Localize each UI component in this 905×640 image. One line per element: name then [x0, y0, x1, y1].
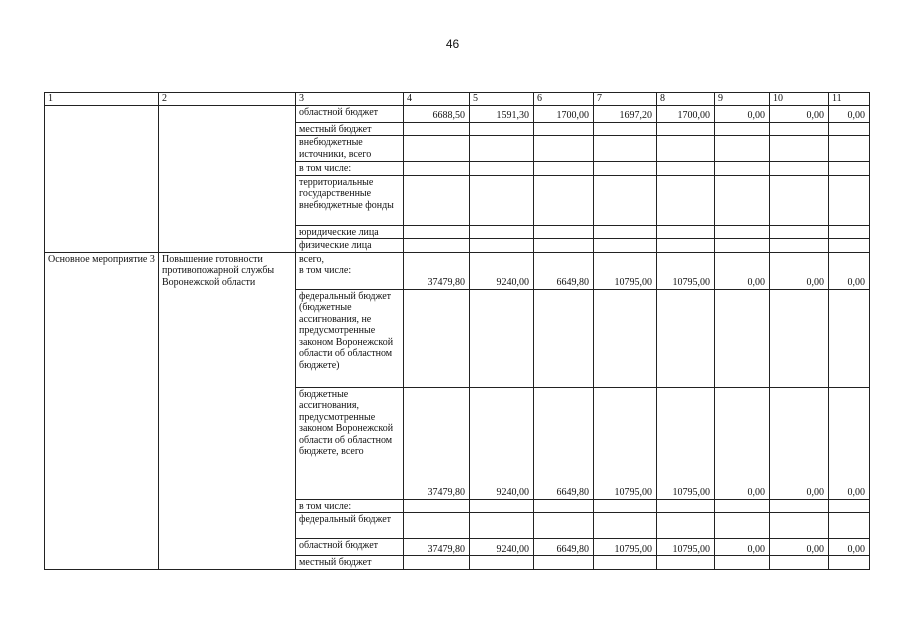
- value-cell: [594, 225, 657, 239]
- value-cell: [470, 225, 534, 239]
- value-cell: [657, 136, 715, 162]
- value-cell: [470, 289, 534, 387]
- value-cell: 0,00: [829, 387, 870, 499]
- value-cell: [715, 289, 770, 387]
- funding-source-label: федеральный бюджет: [296, 513, 404, 539]
- value-cell: 0,00: [770, 105, 829, 122]
- funding-source-label: внебюджетные источники, всего: [296, 136, 404, 162]
- value-cell: [470, 556, 534, 570]
- value-cell: [715, 225, 770, 239]
- value-cell: [829, 122, 870, 136]
- funding-source-label: местный бюджет: [296, 556, 404, 570]
- value-cell: [715, 499, 770, 513]
- value-cell: 0,00: [770, 539, 829, 556]
- value-cell: 6649,80: [534, 252, 594, 289]
- value-cell: [470, 136, 534, 162]
- funding-source-label: в том числе:: [296, 499, 404, 513]
- activity-description: Повышение готовности противопожарной службы Воронежской области: [159, 252, 296, 570]
- header-row: [45, 93, 870, 106]
- value-cell: [715, 513, 770, 539]
- value-cell: [715, 162, 770, 176]
- value-cell: [534, 289, 594, 387]
- value-cell: [657, 289, 715, 387]
- value-cell: [594, 289, 657, 387]
- table-row: [45, 252, 870, 289]
- value-cell: [657, 499, 715, 513]
- budget-table: [44, 92, 870, 570]
- continuation-cell-col1: [45, 105, 159, 252]
- value-cell: [470, 499, 534, 513]
- value-cell: [534, 225, 594, 239]
- value-cell: [770, 289, 829, 387]
- column-header-11: 11: [829, 93, 870, 106]
- value-cell: 6649,80: [534, 387, 594, 499]
- column-header-5: 5: [470, 93, 534, 106]
- value-cell: [594, 556, 657, 570]
- value-cell: 9240,00: [470, 252, 534, 289]
- value-cell: 0,00: [829, 539, 870, 556]
- value-cell: 10795,00: [594, 539, 657, 556]
- value-cell: 0,00: [715, 252, 770, 289]
- value-cell: [534, 162, 594, 176]
- value-cell: [770, 136, 829, 162]
- value-cell: [657, 175, 715, 225]
- value-cell: [829, 513, 870, 539]
- value-cell: [715, 136, 770, 162]
- column-header-7: 7: [594, 93, 657, 106]
- value-cell: 37479,80: [404, 539, 470, 556]
- value-cell: [770, 225, 829, 239]
- value-cell: [770, 162, 829, 176]
- value-cell: [715, 556, 770, 570]
- value-cell: [770, 175, 829, 225]
- value-cell: 0,00: [715, 539, 770, 556]
- value-cell: [829, 239, 870, 253]
- value-cell: [534, 239, 594, 253]
- value-cell: [594, 162, 657, 176]
- value-cell: 1700,00: [534, 105, 594, 122]
- value-cell: [657, 122, 715, 136]
- funding-source-label: всего, в том числе:: [296, 252, 404, 289]
- value-cell: [470, 162, 534, 176]
- funding-source-label: местный бюджет: [296, 122, 404, 136]
- value-cell: 10795,00: [594, 252, 657, 289]
- funding-source-label: бюджетные ассигнования, предусмотренные законом Воронежской области об областном бюджете, всего: [296, 387, 404, 499]
- page-number: 46: [445, 37, 460, 51]
- value-cell: 1700,00: [657, 105, 715, 122]
- value-cell: [829, 556, 870, 570]
- value-cell: [594, 513, 657, 539]
- value-cell: [534, 513, 594, 539]
- value-cell: [770, 499, 829, 513]
- value-cell: [404, 556, 470, 570]
- column-header-3: 3: [296, 93, 404, 106]
- value-cell: 0,00: [715, 105, 770, 122]
- value-cell: [829, 162, 870, 176]
- value-cell: [534, 136, 594, 162]
- value-cell: [404, 513, 470, 539]
- value-cell: [404, 122, 470, 136]
- value-cell: [534, 122, 594, 136]
- column-header-2: 2: [159, 93, 296, 106]
- funding-source-label: территориальные государственные внебюджетные фонды: [296, 175, 404, 225]
- value-cell: 1591,30: [470, 105, 534, 122]
- value-cell: [404, 175, 470, 225]
- value-cell: [715, 175, 770, 225]
- value-cell: [829, 225, 870, 239]
- value-cell: [715, 122, 770, 136]
- value-cell: [770, 122, 829, 136]
- value-cell: [657, 162, 715, 176]
- value-cell: [404, 239, 470, 253]
- value-cell: [404, 162, 470, 176]
- value-cell: [770, 239, 829, 253]
- funding-source-label: в том числе:: [296, 162, 404, 176]
- funding-source-label: областной бюджет: [296, 105, 404, 122]
- value-cell: [829, 499, 870, 513]
- value-cell: [657, 513, 715, 539]
- funding-source-label: областной бюджет: [296, 539, 404, 556]
- table-row: [45, 105, 870, 122]
- value-cell: [715, 239, 770, 253]
- activity-name: Основное мероприятие 3: [45, 252, 159, 570]
- value-cell: 0,00: [715, 387, 770, 499]
- value-cell: [829, 136, 870, 162]
- value-cell: 9240,00: [470, 387, 534, 499]
- column-header-6: 6: [534, 93, 594, 106]
- value-cell: [829, 175, 870, 225]
- value-cell: [404, 499, 470, 513]
- value-cell: [657, 556, 715, 570]
- value-cell: 37479,80: [404, 252, 470, 289]
- value-cell: [534, 175, 594, 225]
- value-cell: [470, 513, 534, 539]
- value-cell: [470, 239, 534, 253]
- column-header-4: 4: [404, 93, 470, 106]
- funding-source-label: физические лица: [296, 239, 404, 253]
- value-cell: 0,00: [829, 105, 870, 122]
- value-cell: [829, 289, 870, 387]
- value-cell: [594, 122, 657, 136]
- value-cell: [534, 556, 594, 570]
- column-header-9: 9: [715, 93, 770, 106]
- continuation-cell-col2: [159, 105, 296, 252]
- value-cell: [534, 499, 594, 513]
- funding-source-label: федеральный бюджет (бюджетные ассигнования, не предусмотренные законом Воронежской области об областном бюджете): [296, 289, 404, 387]
- value-cell: [404, 225, 470, 239]
- value-cell: 6688,50: [404, 105, 470, 122]
- value-cell: 0,00: [829, 252, 870, 289]
- value-cell: 10795,00: [657, 387, 715, 499]
- value-cell: [594, 239, 657, 253]
- value-cell: [594, 175, 657, 225]
- value-cell: [470, 175, 534, 225]
- value-cell: [770, 556, 829, 570]
- value-cell: [594, 499, 657, 513]
- value-cell: 0,00: [770, 252, 829, 289]
- value-cell: [594, 136, 657, 162]
- value-cell: 10795,00: [657, 252, 715, 289]
- funding-source-label: юридические лица: [296, 225, 404, 239]
- value-cell: [404, 136, 470, 162]
- column-header-10: 10: [770, 93, 829, 106]
- value-cell: [657, 225, 715, 239]
- value-cell: 10795,00: [657, 539, 715, 556]
- column-header-8: 8: [657, 93, 715, 106]
- value-cell: [404, 289, 470, 387]
- value-cell: [657, 239, 715, 253]
- value-cell: 1697,20: [594, 105, 657, 122]
- value-cell: 6649,80: [534, 539, 594, 556]
- value-cell: [770, 513, 829, 539]
- column-header-1: 1: [45, 93, 159, 106]
- value-cell: 10795,00: [594, 387, 657, 499]
- budget-table-body: [45, 93, 870, 570]
- value-cell: [470, 122, 534, 136]
- value-cell: 0,00: [770, 387, 829, 499]
- value-cell: 9240,00: [470, 539, 534, 556]
- value-cell: 37479,80: [404, 387, 470, 499]
